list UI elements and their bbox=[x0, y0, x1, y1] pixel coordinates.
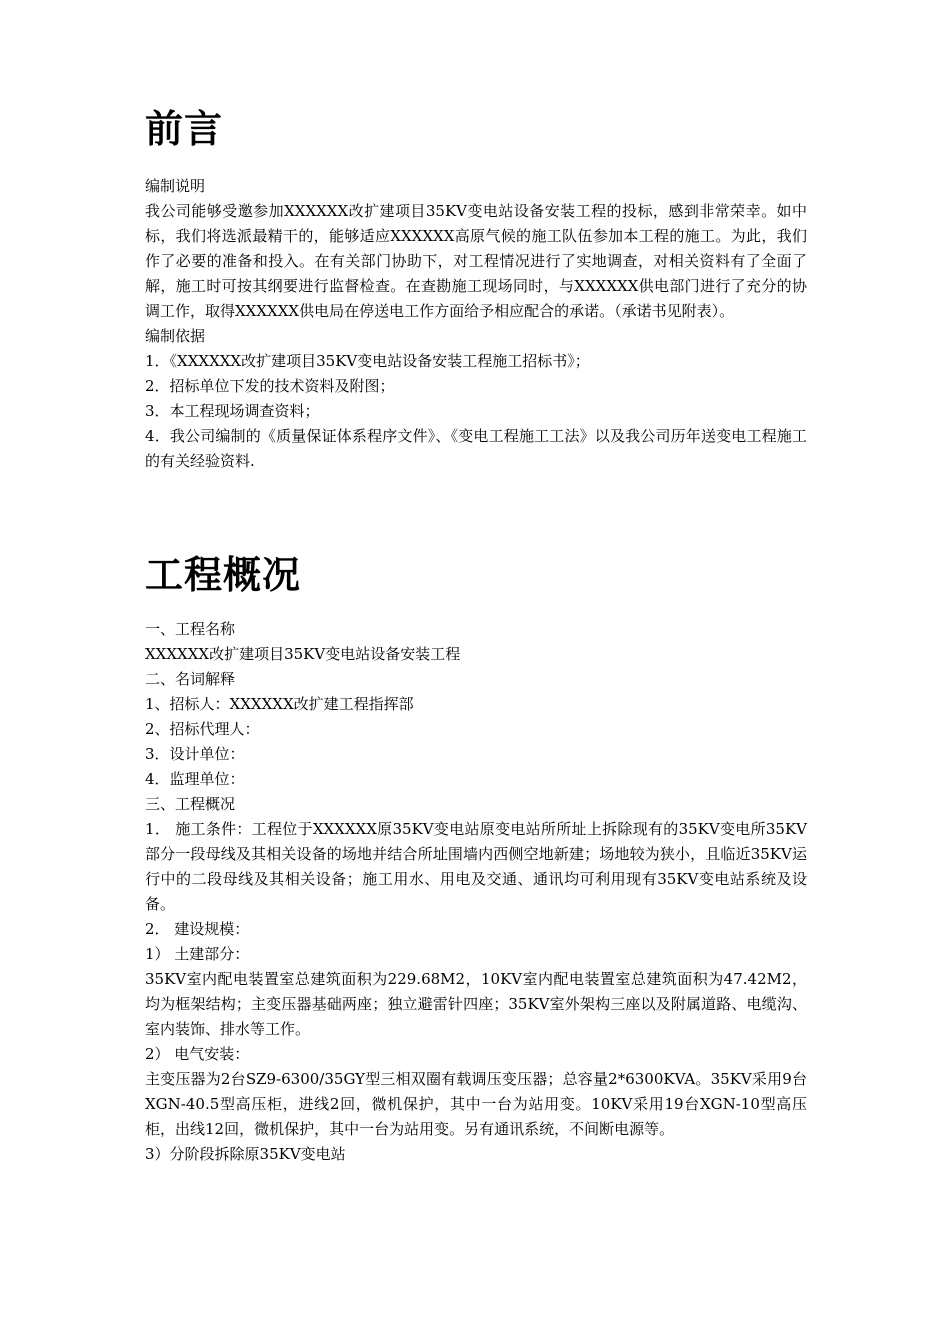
overview-section bbox=[145, 617, 807, 1167]
terms-item: 4．监理单位： bbox=[145, 770, 245, 788]
terms-item: 2、招标代理人： bbox=[145, 720, 260, 738]
civil-works-heading: 1） 土建部分： bbox=[145, 945, 250, 963]
basis-item: 2．招标单位下发的技术资料及附图； bbox=[145, 377, 395, 395]
project-name: XXXXXX改扩建项目35KV变电站设备安装工程 bbox=[145, 645, 461, 663]
civil-works-body: 35KV室内配电装置室总建筑面积为229.68M2，10KV室内配电装置室总建筑面积为47.42M2，均为框架结构；主变压器基础两座；独立避雷针四座；35KV室外架构三座以及附属道路、电缆沟、室内装饰、排水等工作。 bbox=[145, 970, 807, 1038]
demolish-heading: 3）分阶段拆除原35KV变电站 bbox=[145, 1145, 346, 1163]
overview-title: 工程概况 bbox=[145, 553, 302, 597]
basis-item: 1．《XXXXXX改扩建项目35KV变电站设备安装工程施工招标书》； bbox=[145, 352, 590, 370]
construction-scale-heading: 2． 建设规模： bbox=[145, 920, 250, 938]
construction-conditions: 1． 施工条件：工程位于XXXXXX原35KV变电站原变电站所所址上拆除现有的35KV变电所35KV部分一段母线及其相关设备的场地并结合所址围墙内西侧空地新建；场地较为狭小，且临近35KV运行中的二段母线及其相关设备；施工用水、用电及交通、通讯均可利用现有35KV变电站系统及设备。 bbox=[145, 820, 807, 913]
terms-heading: 二、名词解释 bbox=[145, 670, 236, 688]
terms-item: 3．设计单位： bbox=[145, 745, 245, 763]
basis-item: 4．我公司编制的《质量保证体系程序文件》、《变电工程施工工法》以及我公司历年送变电工程施工的有关经验资料. bbox=[145, 427, 807, 470]
compile-note-heading: 编制说明 bbox=[145, 177, 206, 195]
electrical-body: 主变压器为2台SZ9-6300/35GY型三相双圈有载调压变压器；总容量2*6300KVA。35KV采用9台XGN-40.5型高压柜，进线2回，微机保护，其中一台为站用变。10KV采用19台XGN-10型高压柜，出线12回，微机保护，其中一台为站用变。另有通讯系统，不间断电源等。 bbox=[145, 1070, 807, 1138]
preface-section bbox=[145, 174, 807, 474]
preface-title: 前言 bbox=[145, 107, 224, 151]
overview-heading: 三、工程概况 bbox=[145, 795, 236, 813]
terms-item: 1、招标人：XXXXXX改扩建工程指挥部 bbox=[145, 695, 414, 713]
basis-item: 3．本工程现场调查资料； bbox=[145, 402, 320, 420]
compile-note-body: 我公司能够受邀参加XXXXXX改扩建项目35KV变电站设备安装工程的投标，感到非常荣幸。如中标，我们将选派最精干的，能够适应XXXXXX高原气候的施工队伍参加本工程的施工。为此，我们作了必要的准备和投入。在有关部门协助下，对工程情况进行了实地调查，对相关资料有了全面了解，施工时可按其纲要进行监督检查。在查勘施工现场同时，与XXXXXX供电部门进行了充分的协调工作，取得XXXXXX供电局在停送电工作方面给予相应配合的承诺。（承诺书见附表）。 bbox=[145, 202, 807, 320]
electrical-heading: 2） 电气安装： bbox=[145, 1045, 250, 1063]
project-name-heading: 一、工程名称 bbox=[145, 620, 236, 638]
basis-heading: 编制依据 bbox=[145, 327, 206, 345]
